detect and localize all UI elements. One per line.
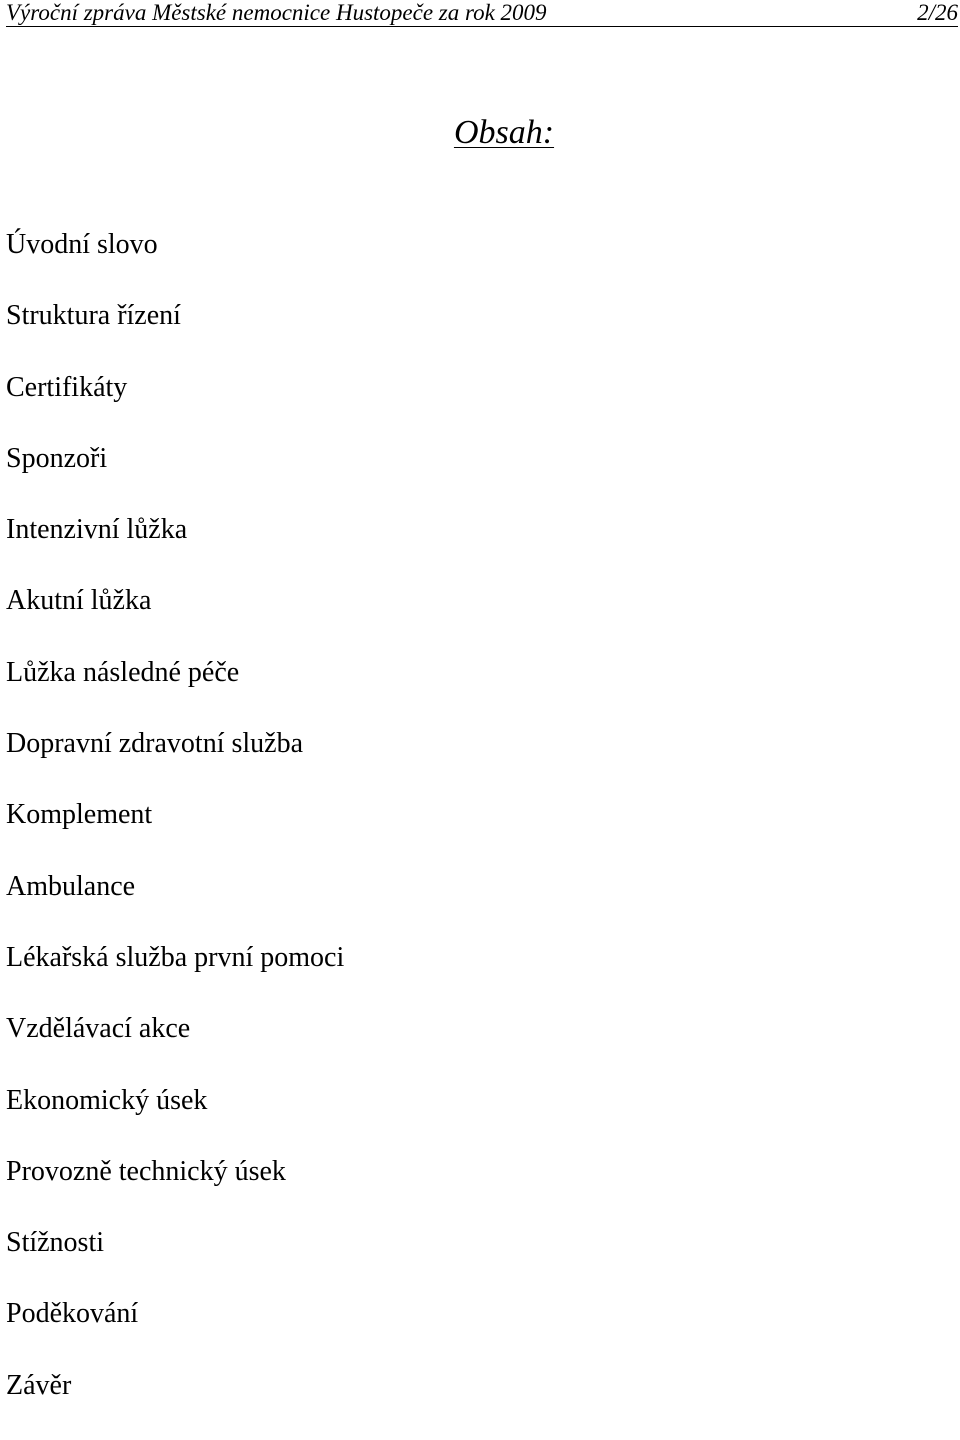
- toc-item: Sponzoři: [6, 442, 108, 474]
- toc-item: Komplement: [6, 799, 153, 831]
- toc-heading: [0, 113, 960, 153]
- toc-item: Certifikáty: [6, 371, 128, 403]
- toc-list: [6, 228, 344, 1440]
- toc-item: Lůžka následné péče: [6, 656, 240, 688]
- toc-item: Ekonomický úsek: [6, 1084, 208, 1116]
- toc-item: Dopravní zdravotní služba: [6, 728, 304, 760]
- toc-item: Stížnosti: [6, 1227, 105, 1259]
- toc-heading-text: Obsah:: [453, 114, 555, 151]
- toc-item: Intenzivní lůžka: [6, 514, 188, 546]
- page-header: [6, 0, 958, 27]
- toc-item: Provozně technický úsek: [6, 1155, 286, 1187]
- document-title: Výroční zpráva Městské nemocnice Hustopeče za rok 2009: [6, 0, 547, 25]
- toc-item: Závěr: [6, 1369, 72, 1401]
- toc-item: Úvodní slovo: [6, 229, 158, 260]
- toc-item: Vzdělávací akce: [6, 1013, 191, 1045]
- toc-item: Akutní lůžka: [6, 585, 152, 617]
- page-number: 2/26: [917, 0, 958, 25]
- toc-item: Poděkování: [6, 1298, 139, 1330]
- toc-item: Ambulance: [6, 870, 136, 902]
- toc-item: Struktura řízení: [6, 300, 181, 332]
- toc-item: Lékařská služba první pomoci: [6, 941, 345, 973]
